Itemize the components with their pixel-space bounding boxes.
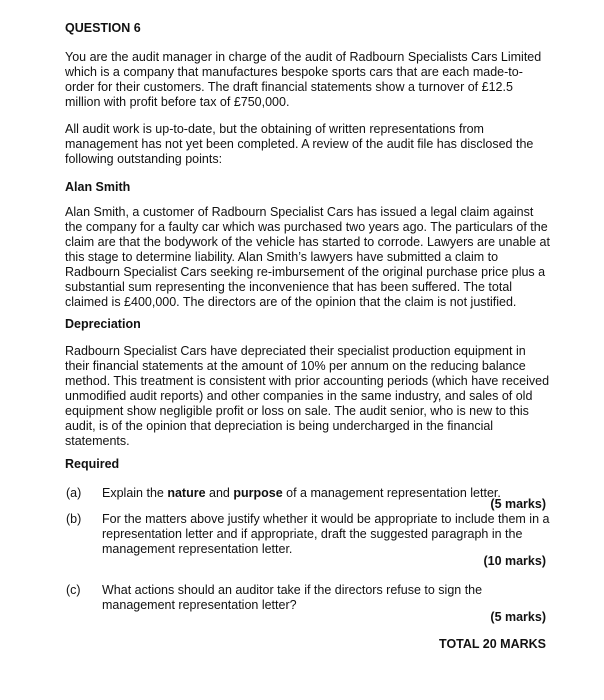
alan-smith-body: Alan Smith, a customer of Radbourn Specialist Cars has issued a legal claim against the company for a faulty car which was purchased two years ago. The particulars of the claim are that the bodywork of the vehicle has started to corrode. Lawyers are unable at this stage to determine liability. Alan Smith’s lawyers have submitted a claim to Radbourn Specialist Cars seeking re-imbursement of the original purchase price plus a substantial sum representing the inconvenience that has been suffered. The total claimed is £400,000. The directors are of the opinion that the claim is not justified. [65,205,550,309]
part-a-text: Explain the nature and purpose of a management representation letter. [102,486,501,500]
nature-bold: nature [167,486,206,500]
required-heading: Required [65,457,120,471]
question-title: QUESTION 6 [65,21,141,35]
part-b-label: (b) [66,512,82,526]
part-a-marks: (5 marks) [490,497,546,511]
part-c-marks: (5 marks) [490,610,546,624]
part-c-text: What actions should an auditor take if the directors refuse to sign the management representation letter? [102,583,483,612]
intro-paragraph-1: You are the audit manager in charge of the audit of Radbourn Specialists Cars Limited which is a company that manufactures bespoke sports cars that are each made-to-order for their customers. The draft financial statements show a turnover of £12.5 million with profit before tax of £750,000. [65,50,542,109]
depreciation-body: Radbourn Specialist Cars have depreciated their specialist production equipment in their financial statements at the amount of 10% per annum on the reducing balance method. This treatment is consistent with prior accounting periods (which have received unmodified audit reports) and other companies in the same industry, and sales of old equipment show negligible profit or loss on sale. The audit senior, who is new to this audit, is of the opinion that depreciation is being undercharged in the financial statements. [65,344,550,448]
purpose-bold: purpose [233,486,283,500]
part-b-text: For the matters above justify whether it would be appropriate to include them in a representation letter and if appropriate, draft the suggested paragraph in the management representation letter. [102,512,550,556]
alan-smith-heading: Alan Smith [65,180,131,194]
part-c-label: (c) [66,583,81,597]
depreciation-heading: Depreciation [65,317,141,331]
part-a-label: (a) [66,486,82,500]
part-b-marks: (10 marks) [483,554,546,568]
intro-paragraph-2: All audit work is up-to-date, but the obtaining of written representations from management has not yet been completed. A review of the audit file has disclosed the following outstanding points: [65,122,534,166]
total-marks: TOTAL 20 MARKS [439,637,546,651]
